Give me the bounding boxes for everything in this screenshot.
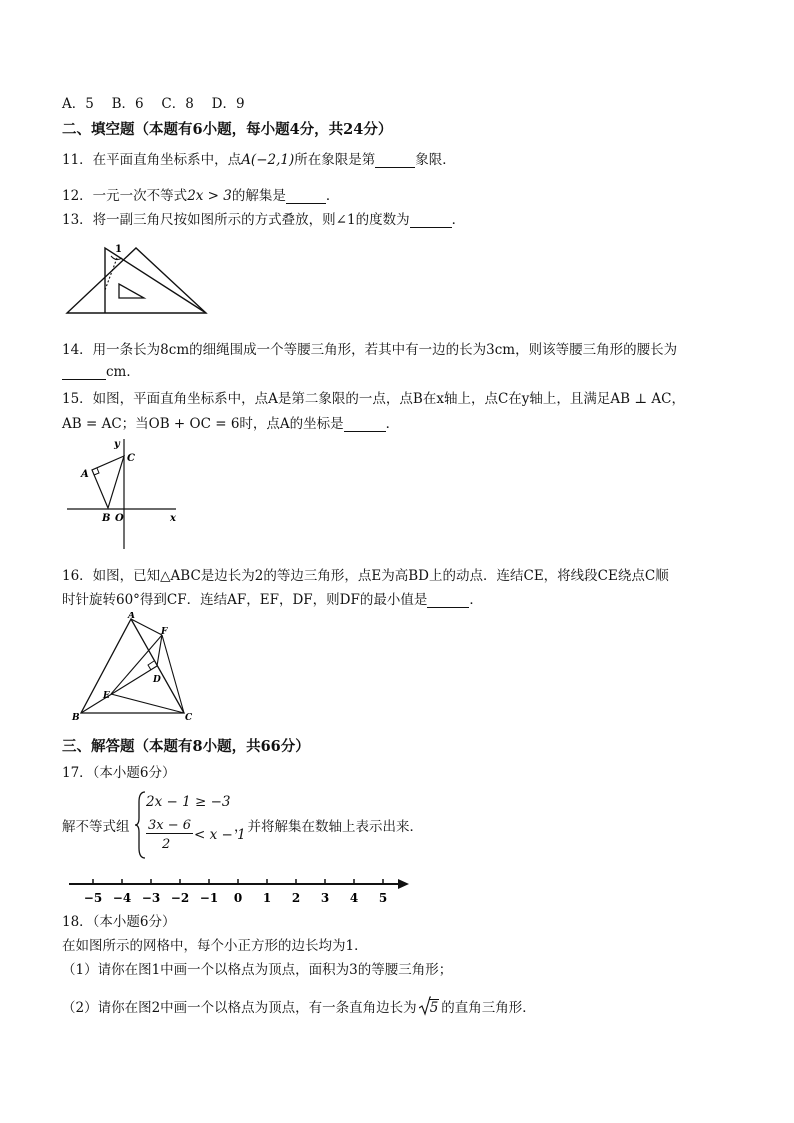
- q13-angle-label: 1: [115, 244, 122, 255]
- question-18-header: 18．（本小题6分）: [62, 914, 176, 930]
- q16-answer-blank[interactable]: [427, 593, 469, 608]
- q14-unit: cm．: [106, 364, 140, 380]
- q11-text-2: 所在象限是第: [294, 152, 376, 168]
- q17-inequality-1: 2x − 1 ≥ −3: [146, 794, 231, 810]
- q18-sqrt-expression: [419, 1000, 440, 1016]
- q15-label-c: C: [127, 453, 135, 464]
- number-line-tick-label: 4: [349, 891, 359, 905]
- q17-fraction-denominator: 2: [162, 837, 171, 852]
- q18-part-2-text: （2）请你在图2中画一个以格点为顶点，有一条直角边长为: [62, 1000, 417, 1016]
- q16-label-b: B: [72, 713, 80, 723]
- number-line-tick-label: 0: [233, 891, 243, 905]
- q12-inequality: 2x > 3: [187, 188, 232, 204]
- question-12: [62, 184, 339, 204]
- question-15: 15．如图，平面直角坐标系中，点A是第二象限的一点，点B在x轴上，点C在y轴上，且满足AB ⊥ AC，: [62, 391, 685, 407]
- q16-label-d: D: [153, 675, 161, 685]
- q12-text-3: ．: [325, 188, 340, 204]
- section-2-title: 二、填空题（本题有6小题，每小题4分，共24分）: [62, 121, 393, 138]
- q13-large-triangle: [67, 248, 206, 313]
- q16-label-f: F: [161, 627, 168, 637]
- q15-label-x: x: [170, 513, 176, 524]
- q14-answer-blank[interactable]: [62, 365, 106, 380]
- number-line-arrow: [398, 879, 409, 889]
- q12-answer-blank[interactable]: [286, 189, 326, 204]
- q16-label-c: C: [185, 713, 193, 723]
- q16-segment-ce: [111, 694, 184, 713]
- question-13: [62, 208, 465, 228]
- q13-answer-blank[interactable]: [410, 213, 452, 228]
- number-line-tick-label: −4: [112, 891, 132, 905]
- q17-prefix: 解不等式组: [62, 819, 130, 835]
- q17-suffix: ，并将解集在数轴上表示出来．: [234, 819, 423, 835]
- question-18-part-2: [62, 996, 536, 1016]
- q11-text: 11．在平面直角坐标系中，点: [62, 152, 242, 168]
- q11-text-3: 象限．: [415, 152, 456, 168]
- q16-triangle-abc: [81, 619, 184, 713]
- q11-answer-blank[interactable]: [375, 153, 415, 168]
- choices-line: A．5 B．6 C．8 D．9: [62, 96, 245, 112]
- question-18-part-1: （1）请你在图1中画一个以格点为顶点，面积为3的等腰三角形；: [62, 962, 453, 978]
- number-line-tick-label: −5: [83, 891, 103, 905]
- q16-height-bd: [81, 666, 157, 713]
- q13-inner-triangle-hole: [119, 284, 144, 298]
- q15-label-o: O: [115, 513, 124, 524]
- q16-text: 时针旋转60°得到CF．连结AF，EF，DF，则DF的最小值是: [62, 592, 428, 608]
- number-line-tick-label: 1: [262, 891, 272, 905]
- q16-segment-ef: [111, 635, 162, 694]
- q15-text-2: ．: [385, 416, 400, 432]
- q13-set-square: [105, 248, 206, 313]
- question-18-line-1: 在如图所示的网格中，每个小正方形的边长均为1．: [62, 938, 368, 954]
- q17-inequality-system: [62, 790, 462, 860]
- q12-text-2: 的解集是: [231, 188, 286, 204]
- q15-triangle-abc: [92, 456, 124, 508]
- q18-part-2-text-2: 的直角三角形．: [441, 1000, 536, 1016]
- q17-fraction-numerator: 3x − 6: [148, 818, 192, 833]
- q12-text: 12．一元一次不等式: [62, 188, 188, 204]
- q13-text-2: ．: [451, 212, 466, 228]
- number-line-tick-label: −1: [199, 891, 219, 905]
- number-line-tick-label: 5: [378, 891, 388, 905]
- question-16: 16．如图，已知△ABC是边长为2的等边三角形，点E为高BD上的动点．连结CE，将线段CE绕点C顺: [62, 568, 669, 584]
- number-line-tick-label: −3: [141, 891, 161, 905]
- question-14-line-2: [62, 360, 140, 380]
- question-14: 14．用一条长为8cm的细绳围成一个等腰三角形，若其中有一边的长为3cm，则该等腰三角形的腰长为: [62, 342, 678, 358]
- q15-label-b: B: [102, 513, 111, 524]
- q17-inequality-2-rhs: < x − 1: [194, 827, 246, 843]
- question-17-header: 17．（本小题6分）: [62, 765, 176, 781]
- q18-sqrt-radicand: 5: [429, 1000, 439, 1016]
- question-11: [62, 148, 456, 168]
- section-3-title: 三、解答题（本题有8小题，共66分）: [62, 738, 310, 755]
- q16-label-a: A: [128, 612, 135, 621]
- q11-point: A(−2,1): [241, 152, 295, 168]
- q17-left-brace: [134, 790, 146, 860]
- number-line-tick-label: 3: [320, 891, 330, 905]
- q15-label-a: A: [81, 469, 89, 480]
- number-line-tick-label: 2: [291, 891, 301, 905]
- question-15-line-2: [62, 412, 399, 432]
- q15-coordinate-figure: [64, 436, 184, 552]
- q13-triangle-rulers-figure: [64, 240, 214, 318]
- q15-text: AB = AC；当OB + OC = 6时，点A的坐标是: [62, 416, 344, 432]
- q13-dotted-line: [105, 258, 117, 290]
- q17-number-line: [66, 870, 411, 910]
- q16-segment-fc: [162, 635, 184, 713]
- q15-answer-blank[interactable]: [344, 417, 386, 432]
- question-16-line-2: [62, 588, 483, 608]
- q13-text: 13．将一副三角尺按如图所示的方式叠放，则∠1的度数为: [62, 212, 410, 228]
- q16-equilateral-triangle-figure: [68, 612, 198, 724]
- q16-label-e: E: [103, 691, 110, 701]
- sqrt-icon: [419, 996, 431, 1016]
- number-line-tick-label: −2: [170, 891, 190, 905]
- q16-text-2: ．: [469, 592, 483, 608]
- q15-label-y: y: [114, 439, 120, 450]
